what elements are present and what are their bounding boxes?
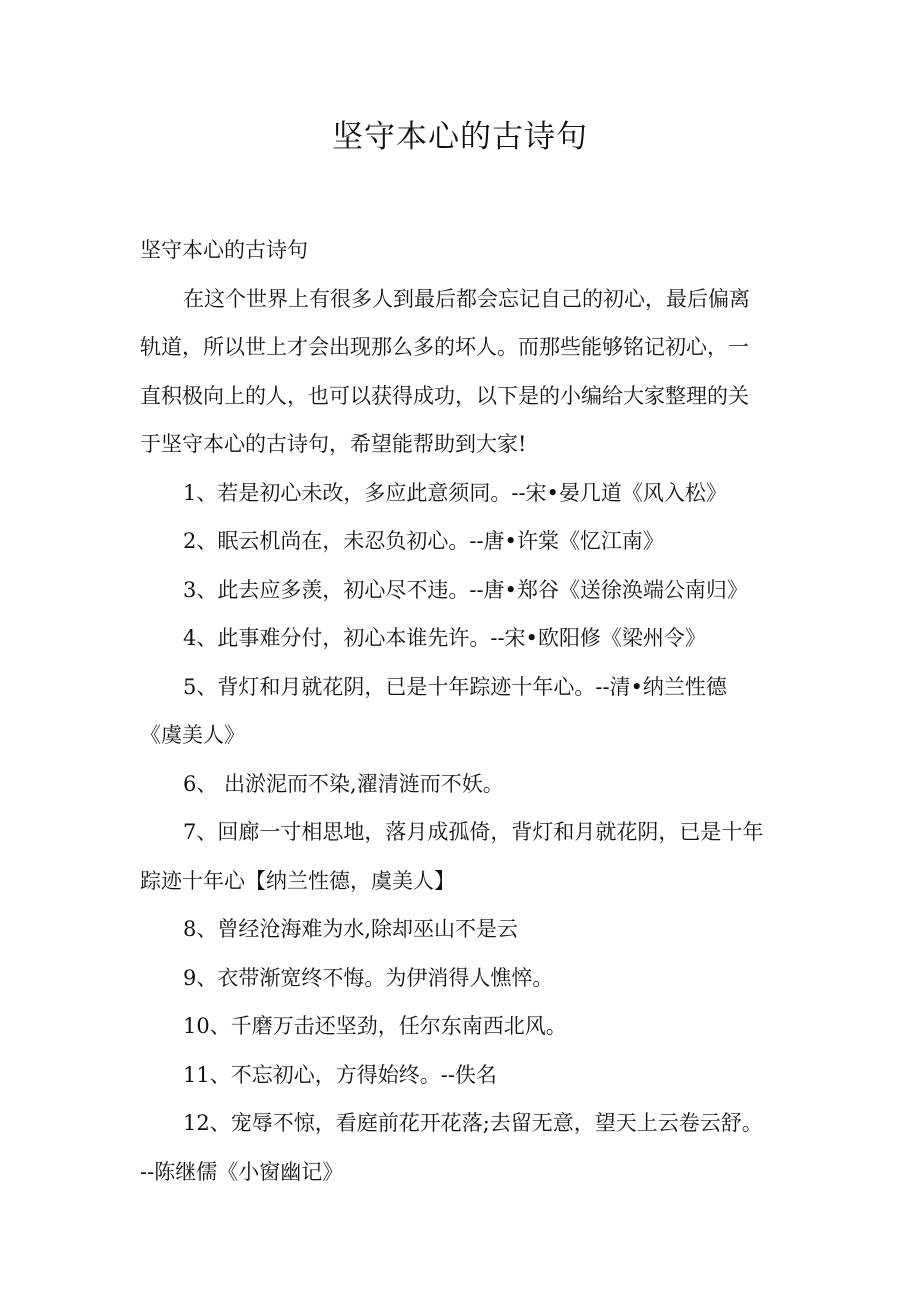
poem-item-10: 10、千磨万击还坚劲，任尔东南西北风。 (183, 1014, 567, 1038)
poem-item-12-continued: --陈继儒《小窗幽记》 (140, 1159, 344, 1184)
poem-item-2: 2、眠云机尚在，未忍负初心。--唐•许棠《忆江南》 (183, 529, 664, 553)
section-heading: 坚守本心的古诗句 (140, 238, 308, 262)
document-body (140, 226, 780, 1196)
poem-item-8: 8、曾经沧海难为水,除却巫山不是云 (183, 917, 519, 941)
poem-item-1: 1、若是初心未改，多应此意须同。--宋•晏几道《风入松》 (183, 480, 727, 505)
poem-item-9: 9、衣带渐宽终不悔。为伊消得人憔悴。 (183, 965, 554, 990)
poem-item-6: 6、 出淤泥而不染,濯清涟而不妖。 (183, 771, 504, 796)
poem-item-7-continued: 踪迹十年心【纳兰性德，虞美人】 (140, 868, 455, 893)
poem-item-4: 4、此事难分付，初心本谁先许。--宋•欧阳修《梁州令》 (183, 626, 706, 650)
poem-item-12: 12、宠辱不惊，看庭前花开花落;去留无意，望天上云卷云舒。 (183, 1111, 763, 1135)
poem-item-3: 3、此去应多羡，初心尽不违。--唐•郑谷《送徐涣端公南归》 (183, 577, 748, 602)
intro-line: 在这个世界上有很多人到最后都会忘记自己的初心，最后偏离 (183, 286, 750, 311)
document-title: 坚守本心的古诗句 (332, 119, 588, 155)
poem-item-7: 7、回廊一寸相思地，落月成孤倚，背灯和月就花阴，已是十年 (183, 820, 764, 844)
poem-item-11: 11、不忘初心，方得始终。--佚名 (183, 1062, 497, 1087)
intro-line: 直积极向上的人，也可以获得成功，以下是的小编给大家整理的关 (140, 383, 749, 408)
poem-item-5: 5、背灯和月就花阴，已是十年踪迹十年心。--清•纳兰性德 (183, 674, 727, 699)
intro-line: 于坚守本心的古诗句，希望能帮助到大家! (140, 432, 527, 456)
intro-line: 轨道，所以世上才会出现那么多的坏人。而那些能够铭记初心，一 (140, 335, 749, 359)
poem-item-5-continued: 《虞美人》 (140, 723, 245, 747)
